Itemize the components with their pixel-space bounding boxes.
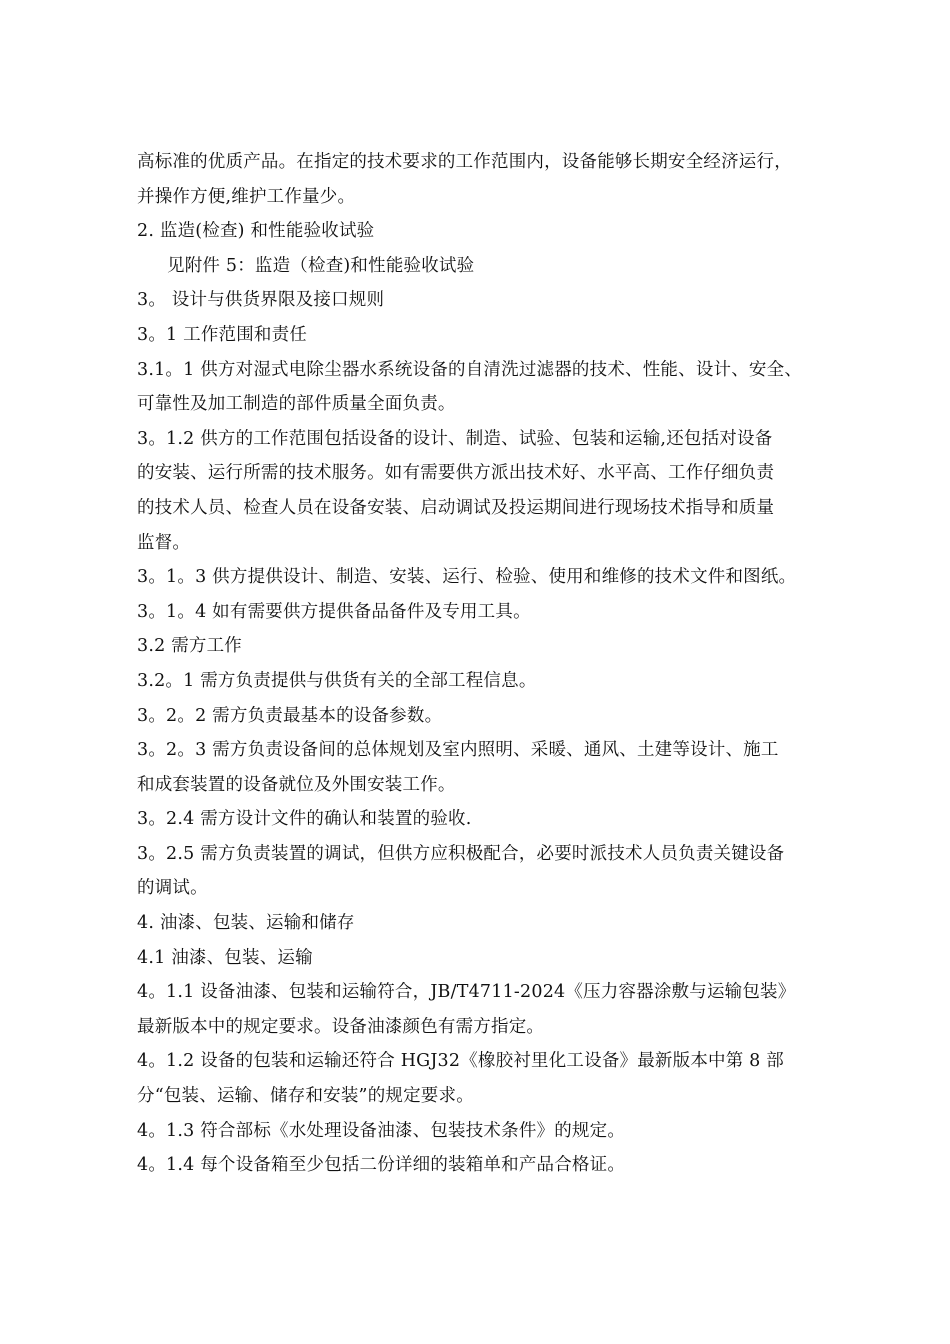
- paragraph-line: 4。1.3 符合部标《水处理设备油漆、包装技术条件》的规定。: [137, 1120, 626, 1141]
- subsection-heading: 3。1 工作范围和责任: [137, 324, 308, 345]
- paragraph-line: 高标准的优质产品。在指定的技术要求的工作范围内，设备能够长期安全经济运行，: [137, 152, 792, 172]
- paragraph-line: 的技术人员、检查人员在设备安装、启动调试及投运期间进行现场技术指导和质量: [137, 497, 775, 518]
- section-heading: 4. 油漆、包装、运输和储存: [137, 913, 355, 934]
- section-heading: 2. 监造(检查) 和性能验收试验: [137, 221, 375, 242]
- subsection-heading: 4.1 油漆、包装、运输: [137, 947, 313, 968]
- document-body: [137, 145, 857, 1183]
- paragraph-line: 和成套装置的设备就位及外围安装工作。: [137, 774, 456, 795]
- paragraph-line: 4。1.4 每个设备箱至少包括二份详细的装箱单和产品合格证。: [137, 1155, 626, 1176]
- paragraph-line: 最新版本中的规定要求。设备油漆颜色有需方指定。: [137, 1016, 545, 1037]
- paragraph-line: 3。1。4 如有需要供方提供备品备件及专用工具。: [137, 601, 531, 622]
- paragraph-line: 3。1。3 供方提供设计、制造、安装、运行、检验、使用和维修的技术文件和图纸。: [137, 567, 797, 588]
- paragraph-line: 3。2。3 需方负责设备间的总体规划及室内照明、采暖、通风、土建等设计、施工: [137, 740, 779, 761]
- paragraph-line: 3。2。2 需方负责最基本的设备参数。: [137, 705, 443, 726]
- paragraph-line: 4。1.1 设备油漆、包装和运输符合，JB/T4711-2024《压力容器涂敷与运输包装》: [137, 982, 796, 1003]
- paragraph-line: 3。2.4 需方设计文件的确认和装置的验收.: [137, 809, 472, 830]
- paragraph-line: 的调试。: [137, 878, 208, 899]
- section-heading: 3。 设计与供货界限及接口规则: [137, 290, 385, 311]
- paragraph-line: 4。1.2 设备的包装和运输还符合 HGJ32《橡胶衬里化工设备》最新版本中第 8 部: [137, 1051, 784, 1072]
- subsection-heading: 3.2 需方工作: [137, 636, 242, 657]
- paragraph-line: 的安装、运行所需的技术服务。如有需要供方派出技术好、水平高、工作仔细负责: [137, 463, 775, 484]
- paragraph-line: 3。2.5 需方负责装置的调试，但供方应积极配合，必要时派技术人员负责关键设备: [137, 843, 785, 864]
- paragraph-line: 3.2。1 需方负责提供与供货有关的全部工程信息。: [137, 670, 537, 691]
- paragraph-line: 3。1.2 供方的工作范围包括设备的设计、制造、试验、包装和运输,还包括对设备: [137, 428, 773, 449]
- paragraph-line: 3.1。1 供方对湿式电除尘器水系统设备的自清洗过滤器的技术、性能、设计、安全、: [137, 359, 803, 380]
- paragraph-line: 分“包装、运输、储存和安装”的规定要求。: [137, 1086, 474, 1107]
- paragraph-line: 可靠性及加工制造的部件质量全面负责。: [137, 394, 456, 415]
- paragraph-line: 见附件 5：监造（检查)和性能验收试验: [167, 255, 475, 276]
- paragraph-line: 监督。: [137, 532, 191, 553]
- paragraph-line: 并操作方便,维护工作量少。: [137, 186, 356, 207]
